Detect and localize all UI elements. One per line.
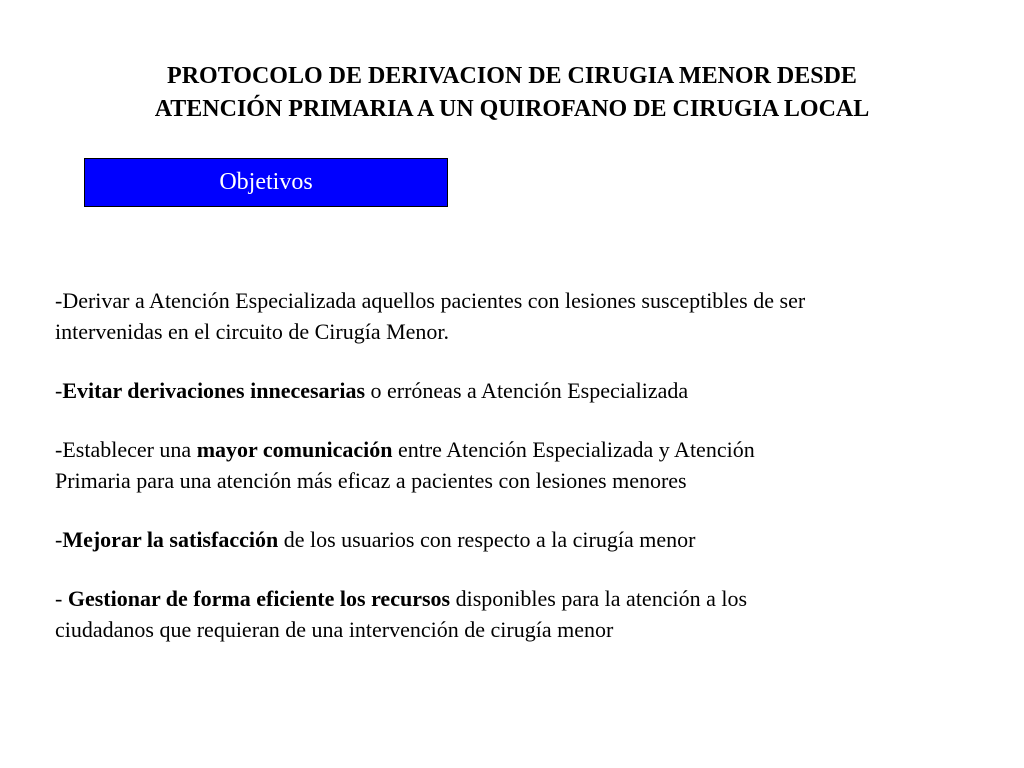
objectives-list — [55, 285, 985, 645]
objective-3-prefix: -Establecer una — [55, 437, 197, 462]
objetivos-label-box: Objetivos — [84, 158, 448, 207]
objective-5-prefix: - — [55, 586, 68, 611]
objective-3-line-1 — [55, 434, 985, 465]
objective-5-rest: disponibles para la atención a los — [450, 586, 748, 611]
objective-2-prefix: - — [55, 378, 63, 403]
objective-item-2 — [55, 375, 985, 406]
objective-3-rest: entre Atención Especializada y Atención — [392, 437, 755, 462]
objective-4-prefix: - — [55, 527, 63, 552]
objective-4-rest: de los usuarios con respecto a la cirugía menor — [278, 527, 696, 552]
objective-2-bold: Evitar derivaciones innecesarias — [62, 378, 365, 403]
objective-4-line-1 — [55, 524, 985, 555]
objective-1-line-1: -Derivar a Atención Especializada aquellos pacientes con lesiones susceptibles de ser — [55, 288, 806, 313]
objective-5-bold: Gestionar de forma eficiente los recursos — [67, 586, 451, 611]
page-title — [40, 60, 984, 126]
objective-5-line-1 — [55, 583, 985, 614]
objective-3-line-2: Primaria para una atención más eficaz a pacientes con lesiones menores — [55, 468, 687, 493]
objective-2-rest: o erróneas a Atención Especializada — [365, 378, 689, 403]
title-line-2: ATENCIÓN PRIMARIA A UN QUIROFANO DE CIRUGIA LOCAL — [154, 96, 870, 122]
objective-item-1 — [55, 285, 985, 347]
objective-4-bold: Mejorar la satisfacción — [62, 527, 279, 552]
objective-item-4 — [55, 524, 985, 555]
objective-3-bold: mayor comunicación — [196, 437, 393, 462]
objective-2-line-1 — [55, 375, 985, 406]
objective-item-3 — [55, 434, 985, 496]
title-line-1: PROTOCOLO DE DERIVACION DE CIRUGIA MENOR DESDE — [167, 63, 857, 89]
objective-item-5 — [55, 583, 985, 645]
objective-5-line-2: ciudadanos que requieran de una intervención de cirugía menor — [55, 617, 614, 642]
objective-1-line-2: intervenidas en el circuito de Cirugía Menor. — [55, 319, 450, 344]
